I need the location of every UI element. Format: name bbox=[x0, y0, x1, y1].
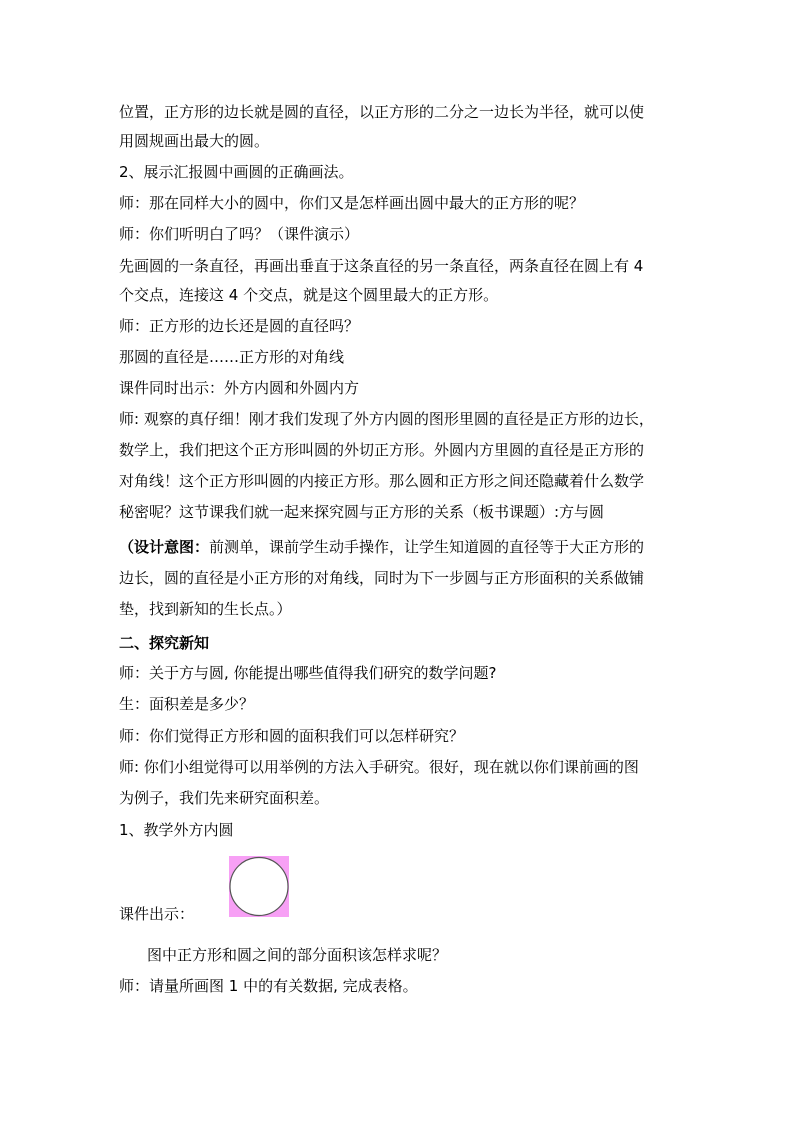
design-intent-label: （设计意图： bbox=[119, 538, 210, 556]
text-line: 师：你们觉得正方形和圆的面积我们可以怎样研究？ bbox=[119, 727, 465, 745]
text-line: 1、教学外方内圆 bbox=[119, 821, 234, 839]
text-line: 课件出示： bbox=[119, 905, 195, 923]
text-line: 图中正方形和圆之间的部分面积该怎样求呢？ bbox=[147, 946, 448, 964]
text-line: 那圆的直径是……正方形的对角线 bbox=[119, 348, 345, 366]
text-line: 师：请量所画图 1 中的有关数据, 完成表格。 bbox=[119, 977, 418, 995]
text-line: 秘密呢？这节课我们就一起来探究圆与正方形的关系（板书课题）:方与圆 bbox=[119, 503, 605, 521]
text-line: 为例子，我们先来研究面积差。 bbox=[119, 789, 330, 807]
section-heading: 二、探究新知 bbox=[119, 634, 210, 652]
text-line: 边长，圆的直径是小正方形的对角线，同时为下一步圆与正方形面积的关系做铺 bbox=[119, 569, 645, 587]
text-line: 课件同时出示：外方内圆和外圆内方 bbox=[119, 379, 360, 397]
text-line: 师：那在同样大小的圆中，你们又是怎样画出圆中最大的正方形的呢？ bbox=[119, 194, 585, 212]
text-line: 师：你们听明白了吗？（课件演示） bbox=[119, 225, 360, 243]
text-line: 对角线！这个正方形叫圆的内接正方形。那么圆和正方形之间还隐藏着什么数学 bbox=[119, 472, 645, 490]
design-intent-line bbox=[119, 537, 699, 557]
text-line: 师: 观察的真仔细！刚才我们发现了外方内圆的图形里圆的直径是正方形的边长， bbox=[119, 410, 654, 428]
text-line: 垫，找到新知的生长点。） bbox=[119, 600, 292, 618]
text-line: 2、展示汇报圆中画圆的正确画法。 bbox=[119, 163, 354, 181]
text-line: 师: 你们小组觉得可以用举例的方法入手研究。很好，现在就以你们课前画的图 bbox=[119, 758, 639, 776]
design-intent-text: 前测单，课前学生动手操作，让学生知道圆的直径等于大正方形的 bbox=[209, 538, 645, 556]
text-line: 位置，正方形的边长就是圆的直径，以正方形的二分之一边长为半径，就可以使 bbox=[119, 103, 645, 121]
text-line: 先画圆的一条直径，再画出垂直于这条直径的另一条直径，两条直径在圆上有 4 bbox=[119, 257, 644, 275]
text-line: 个交点，连接这 4 个交点，就是这个圆里最大的正方形。 bbox=[119, 286, 499, 304]
text-line: 数学上，我们把这个正方形叫圆的外切正方形。外圆内方里圆的直径是正方形的 bbox=[119, 441, 645, 459]
text-line: 师：关于方与圆, 你能提出哪些值得我们研究的数学问题? bbox=[119, 664, 497, 682]
text-line: 生：面积差是多少？ bbox=[119, 695, 255, 713]
text-line: 师：正方形的边长还是圆的直径吗？ bbox=[119, 317, 360, 335]
text-line: 用圆规画出最大的圆。 bbox=[119, 132, 270, 150]
